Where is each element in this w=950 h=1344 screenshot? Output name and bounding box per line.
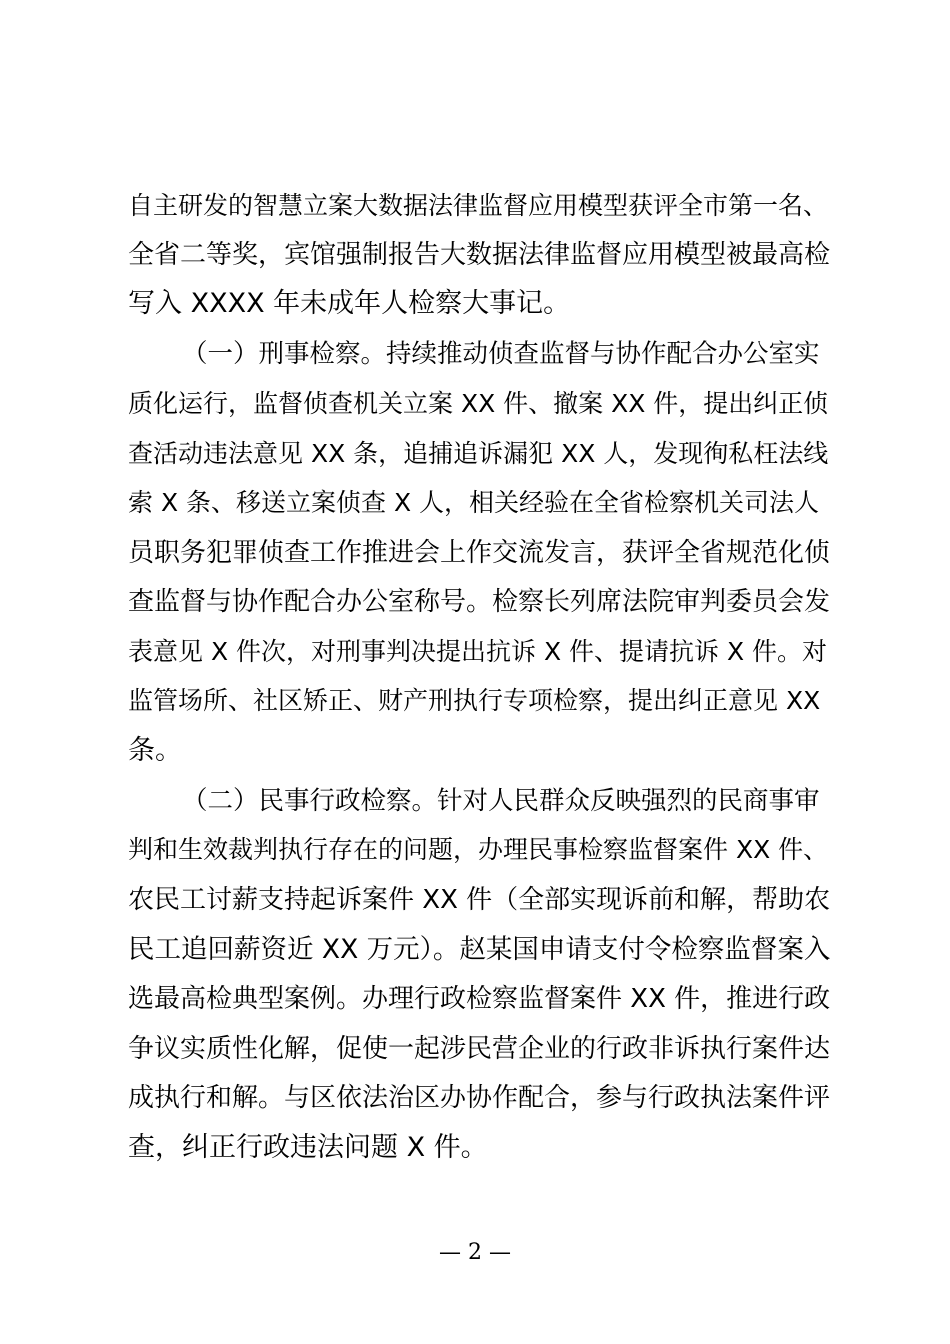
text-line: 表意见 X 件次，对刑事判决提出抗诉 X 件、提请抗诉 X 件。对 xyxy=(128,637,828,666)
text-line: 查活动违法意见 XX 条，追捕追诉漏犯 XX 人，发现徇私枉法线 xyxy=(128,439,829,468)
text-line: 选最高检典型案例。办理行政检察监督案件 XX 件，推进行政 xyxy=(128,984,831,1014)
text-line: 条。 xyxy=(128,735,182,766)
text-line: 自主研发的智慧立案大数据法律监督应用模型获评全市第一名、 xyxy=(128,191,829,220)
text-line: 监管场所、社区矫正、财产刑执行专项检察，提出纠正意见 XX xyxy=(128,686,821,715)
text-line: 民工追回薪资近 XX 万元）。赵某国申请支付令检察监督案入 xyxy=(128,934,831,965)
text-line: （一）刑事检察。持续推动侦查监督与协作配合办公室实 xyxy=(182,339,820,369)
text-line: 农民工讨薪支持起诉案件 XX 件（全部实现诉前和解，帮助农 xyxy=(128,885,831,915)
text-line: 写入 XXXX 年未成年人检察大事记。 xyxy=(128,288,571,319)
text-line: （二）民事行政检察。针对人民群众反映强烈的民商事审 xyxy=(182,786,820,816)
text-line: 成执行和解。与区依法治区办协作配合，参与行政执法案件评 xyxy=(128,1083,831,1113)
text-line: 全省二等奖，宾馆强制报告大数据法律监督应用模型被最高检 xyxy=(128,240,831,270)
text-line: 查监督与协作配合办公室称号。检察长列席法院审判委员会发 xyxy=(128,587,831,617)
text-line: 争议实质性化解，促使一起涉民营企业的行政非诉执行案件达 xyxy=(128,1034,831,1064)
text-line: 判和生效裁判执行存在的问题，办理民事检察监督案件 XX 件、 xyxy=(128,835,829,864)
text-line: 查，纠正行政违法问题 X 件。 xyxy=(128,1132,488,1163)
text-line: 索 X 条、移送立案侦查 X 人，相关经验在全省检察机关司法人 xyxy=(128,488,820,517)
page-number: — 2 — xyxy=(439,1240,511,1265)
text-line: 员职务犯罪侦查工作推进会上作交流发言，获评全省规范化侦 xyxy=(128,538,831,568)
text-line: 质化运行，监督侦查机关立案 XX 件、撤案 XX 件，提出纠正侦 xyxy=(128,389,829,418)
